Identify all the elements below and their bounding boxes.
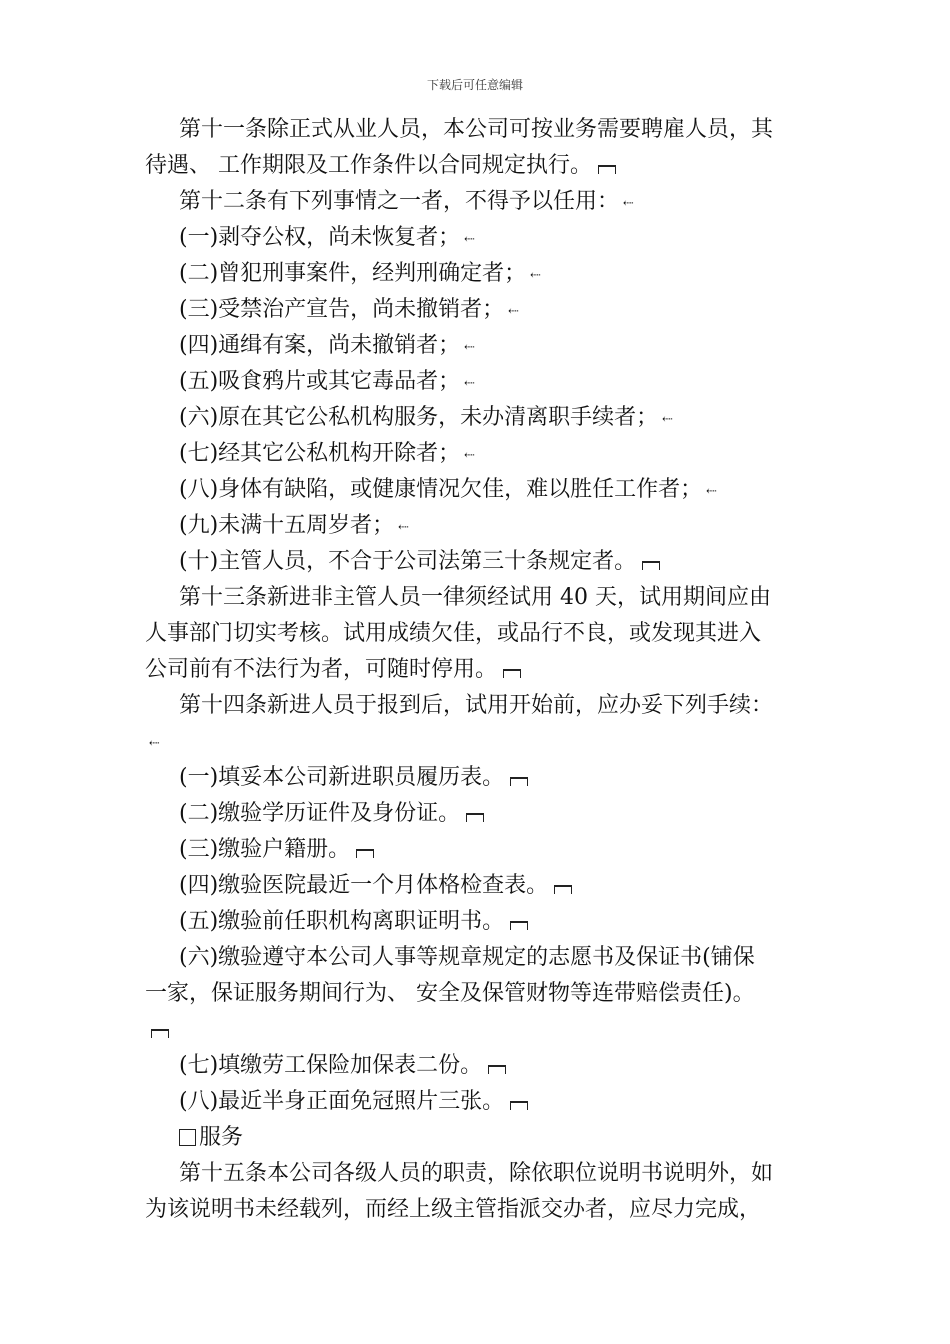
text-line [145,688,810,724]
document-body [145,112,810,1228]
paragraph-mark-icon [488,1065,506,1074]
text-line [145,796,810,832]
line-text: 第十三条新进非主管人员一律须经试用 40 天，试用期间应由 [179,585,771,610]
text-line [145,544,810,580]
text-line [145,616,810,652]
line-text: 人事部门切实考核。试用成绩欠佳，或品行不良，或发现其进入 [145,621,762,646]
text-line [145,904,810,940]
text-line [145,184,810,220]
text-line [145,1012,810,1048]
line-text: 第十二条有下列事情之一者，不得予以任用： [179,189,620,214]
line-text: (一)剥夺公权，尚未恢复者； [179,225,461,250]
text-line [145,112,810,148]
checkbox-icon [179,1129,196,1146]
line-break-mark-icon: ⇠ [464,340,475,355]
line-text: (三)受禁治产宣告，尚未撤销者； [179,297,505,322]
text-line [145,724,810,760]
paragraph-mark-icon [356,849,374,858]
text-line [145,652,810,688]
line-text: (五)吸食鸦片或其它毒品者； [179,369,461,394]
text-line [145,832,810,868]
paragraph-mark-icon [510,777,528,786]
text-line [145,400,810,436]
line-text: (一)填妥本公司新进职员履历表。 [179,765,505,790]
line-break-mark-icon: ⇠ [623,196,633,211]
text-line [145,508,810,544]
line-text: (七)填缴劳工保险加保表二份。 [179,1053,483,1078]
paragraph-mark-icon [598,165,616,174]
text-line [145,1084,810,1120]
line-text: (二)曾犯刑事案件，经判刑确定者； [179,261,527,286]
text-line [145,940,810,976]
line-break-mark-icon: ⇠ [662,412,673,427]
text-line [145,760,810,796]
line-break-mark-icon: ⇠ [398,520,409,535]
text-line [145,148,810,184]
paragraph-mark-icon [510,921,528,930]
text-line [145,292,810,328]
text-line [145,1048,810,1084]
text-line [145,220,810,256]
line-break-mark-icon: ⇠ [530,268,541,283]
line-text: 公司前有不法行为者，可随时停用。 [145,657,498,682]
text-line [145,472,810,508]
line-text: (九)未满十五周岁者； [179,513,395,538]
text-line [145,328,810,364]
line-text: 第十四条新进人员于报到后，试用开始前，应办妥下列手续： [179,693,774,718]
line-text: 服务 [199,1125,244,1150]
line-text: (八)身体有缺陷，或健康情况欠佳，难以胜任工作者； [179,477,703,502]
page-header: 下载后可任意编辑 [426,78,523,92]
line-text: (二)缴验学历证件及身份证。 [179,801,461,826]
line-text: (七)经其它公私机构开除者； [179,441,461,466]
line-text: (六)原在其它公私机构服务，未办清离职手续者； [179,405,659,430]
paragraph-mark-icon [503,669,521,678]
text-line [145,580,810,616]
line-text: (六)缴验遵守本公司人事等规章规定的志愿书及保证书(铺保 [179,945,755,970]
paragraph-mark-icon [642,561,660,570]
line-text: (八)最近半身正面免冠照片三张。 [179,1089,505,1114]
line-break-mark-icon: ⇠ [149,736,159,751]
paragraph-mark-icon [554,885,572,894]
line-text: 一家，保证服务期间行为、 安全及保管财物等连带赔偿责任)。 [145,981,755,1006]
line-break-mark-icon: ⇠ [508,304,519,319]
line-text: 第十一条除正式从业人员，本公司可按业务需要聘雇人员，其 [179,117,774,142]
line-text: 第十五条本公司各级人员的职责，除依职位说明书说明外，如 [179,1161,774,1186]
line-text: (五)缴验前任职机构离职证明书。 [179,909,505,934]
line-text: 待遇、 工作期限及工作条件以合同规定执行。 [145,153,592,178]
line-break-mark-icon: ⇠ [464,448,475,463]
text-line [145,1156,810,1192]
text-line [145,436,810,472]
line-break-mark-icon: ⇠ [464,376,475,391]
line-text: (十)主管人员，不合于公司法第三十条规定者。 [179,549,637,574]
paragraph-mark-icon [151,1029,169,1038]
line-text: (四)缴验医院最近一个月体格检查表。 [179,873,549,898]
paragraph-mark-icon [466,813,484,822]
text-line [145,364,810,400]
line-text: 为该说明书未经载列，而经上级主管指派交办者，应尽力完成， [145,1197,762,1222]
text-line [145,868,810,904]
text-line [145,976,810,1012]
line-break-mark-icon: ⇠ [706,484,717,499]
line-text: (三)缴验户籍册。 [179,837,351,862]
line-text: (四)通缉有案，尚未撤销者； [179,333,461,358]
text-line [145,1120,810,1156]
text-line [145,1192,810,1228]
paragraph-mark-icon [510,1101,528,1110]
text-line [145,256,810,292]
line-break-mark-icon: ⇠ [464,232,475,247]
